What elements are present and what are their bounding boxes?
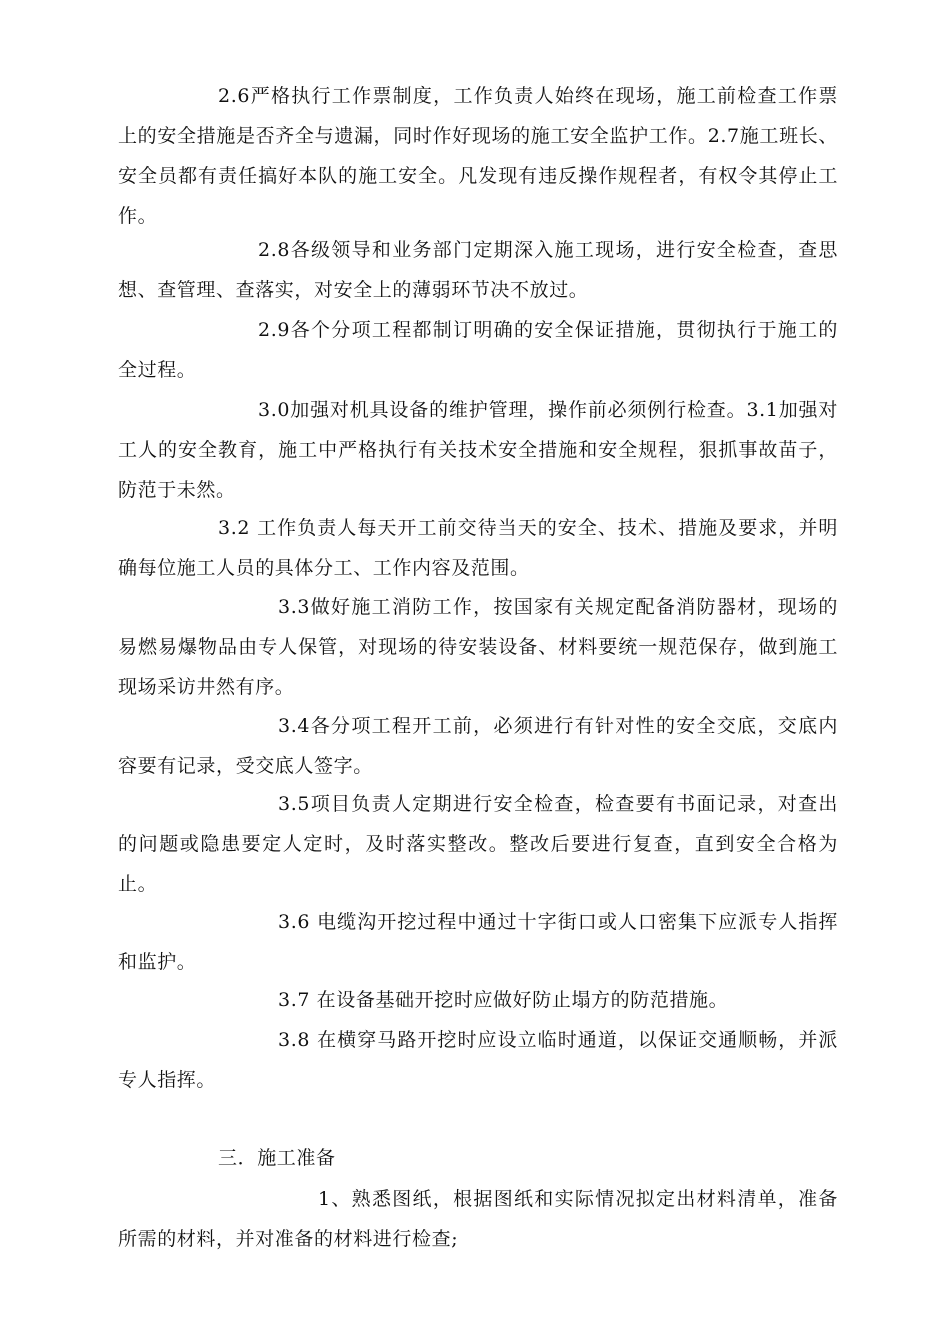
paragraph-3-8: 3.8 在横穿马路开挖时应设立临时通道，以保证交通顺畅，并派专人指挥。	[118, 1029, 838, 1091]
paragraph-3-6: 3.6 电缆沟开挖过程中通过十字街口或人口密集下应派专人指挥和监护。	[118, 911, 838, 973]
section-heading: 三．施工准备	[218, 1147, 336, 1169]
paragraph-prep-1: 1、熟悉图纸，根据图纸和实际情况拟定出材料清单，准备所需的材料，并对准备的材料进行检查;	[118, 1188, 838, 1250]
paragraph-3-2: 3.2 工作负责人每天开工前交待当天的安全、技术、措施及要求，并明确每位施工人员的具体分工、工作内容及范围。	[118, 517, 838, 579]
paragraph-2-6: 2.6严格执行工作票制度，工作负责人始终在现场，施工前检查工作票上的安全措施是否齐全与遗漏，同时作好现场的施工安全监护工作。2.7施工班长、安全员都有责任搞好本队的施工安全。凡发现有违反操作规程者，有权令其停止工作。	[118, 85, 838, 227]
paragraph-3-0: 3.0加强对机具设备的维护管理，操作前必须例行检查。3.1加强对工人的安全教育，施工中严格执行有关技术安全措施和安全规程，狠抓事故苗子，防范于未然。	[118, 399, 838, 501]
paragraph-3-4: 3.4各分项工程开工前，必须进行有针对性的安全交底，交底内容要有记录，受交底人签字。	[118, 715, 838, 777]
paragraph-2-8: 2.8各级领导和业务部门定期深入施工现场，进行安全检查，查思想、查管理、查落实，对安全上的薄弱环节决不放过。	[118, 239, 838, 301]
paragraph-3-5: 3.5项目负责人定期进行安全检查，检查要有书面记录，对查出的问题或隐患要定人定时，及时落实整改。整改后要进行复查，直到安全合格为止。	[118, 793, 838, 895]
paragraph-2-9: 2.9各个分项工程都制订明确的安全保证措施，贯彻执行于施工的全过程。	[118, 319, 838, 381]
paragraph-3-3: 3.3做好施工消防工作，按国家有关规定配备消防器材，现场的易燃易爆物品由专人保管，对现场的待安装设备、材料要统一规范保存，做到施工现场采访井然有序。	[118, 596, 838, 698]
paragraph-3-7: 3.7 在设备基础开挖时应做好防止塌方的防范措施。	[278, 989, 729, 1011]
